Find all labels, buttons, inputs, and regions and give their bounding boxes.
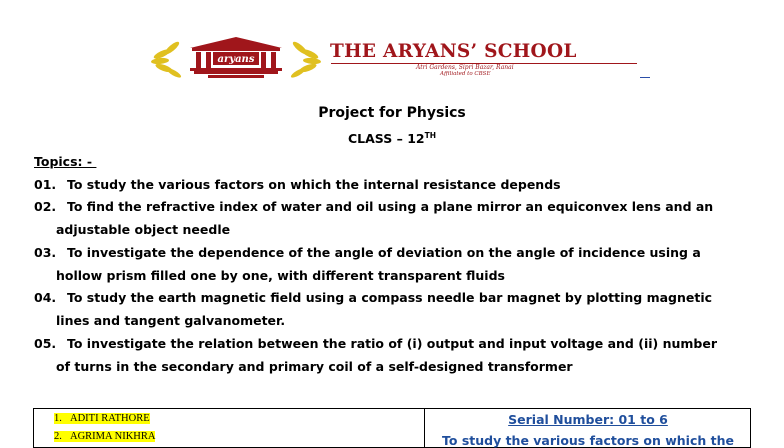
member-row: [54, 431, 155, 442]
group-table: [33, 408, 751, 448]
topic-text: To investigate the dependence of the angle of deviation on the angle of incidence using a: [67, 245, 701, 260]
topic-continuation: adjustable object needle: [56, 222, 231, 237]
topic-number: 04.: [34, 290, 57, 305]
school-name: THE ARYANS’ SCHOOL: [330, 41, 577, 62]
header-link-underline: [640, 77, 650, 78]
serial-topic-text: To study the various factors on which the: [442, 433, 734, 448]
class-suffix: TH: [424, 131, 436, 140]
school-emblem-icon: [150, 34, 322, 78]
serial-number-label: Serial Number: 01 to 6: [508, 412, 668, 427]
topic-continuation: of turns in the secondary and primary coil of a self-designed transformer: [56, 359, 573, 374]
topic-number: 02.: [34, 199, 57, 214]
topic-item-04: [34, 290, 712, 305]
topic-text: To investigate the relation between the ratio of (i) output and input voltage and (ii) number: [67, 336, 717, 351]
member-row: [54, 413, 150, 424]
school-address: Atri Gardens, Sipri Bazar, Ranai: [416, 64, 514, 71]
topic-continuation: lines and tangent galvanometer.: [56, 313, 286, 328]
svg-text:aryans: aryans: [217, 54, 255, 65]
member-number: 2.: [54, 431, 62, 442]
topics-heading: Topics: -: [34, 154, 97, 169]
member-name: AGRIMA NIKHRA: [70, 431, 156, 442]
topic-item-02: [34, 199, 713, 214]
school-header: [150, 34, 650, 82]
topic-continuation: hollow prism filled one by one, with different transparent fluids: [56, 268, 505, 283]
topic-number: 05.: [34, 336, 57, 351]
member-number: 1.: [54, 413, 62, 424]
topic-number: 01.: [34, 177, 57, 192]
topic-item-03: [34, 245, 701, 260]
member-name: ADITI RATHORE: [70, 413, 150, 424]
school-affiliation: Affiliated to CBSE: [440, 71, 491, 77]
class-heading: [0, 131, 784, 146]
class-label: CLASS – 12: [347, 131, 425, 146]
topic-text: To find the refractive index of water and oil using a plane mirror an equiconvex lens and an: [67, 199, 714, 214]
topic-text: To study the various factors on which the internal resistance depends: [67, 177, 561, 192]
topic-text: To study the earth magnetic field using a compass needle bar magnet by plotting magnetic: [67, 290, 713, 305]
page-title: Project for Physics: [318, 105, 466, 121]
topic-item-01: [34, 177, 561, 192]
topic-number: 03.: [34, 245, 57, 260]
topic-item-05: [34, 336, 717, 351]
